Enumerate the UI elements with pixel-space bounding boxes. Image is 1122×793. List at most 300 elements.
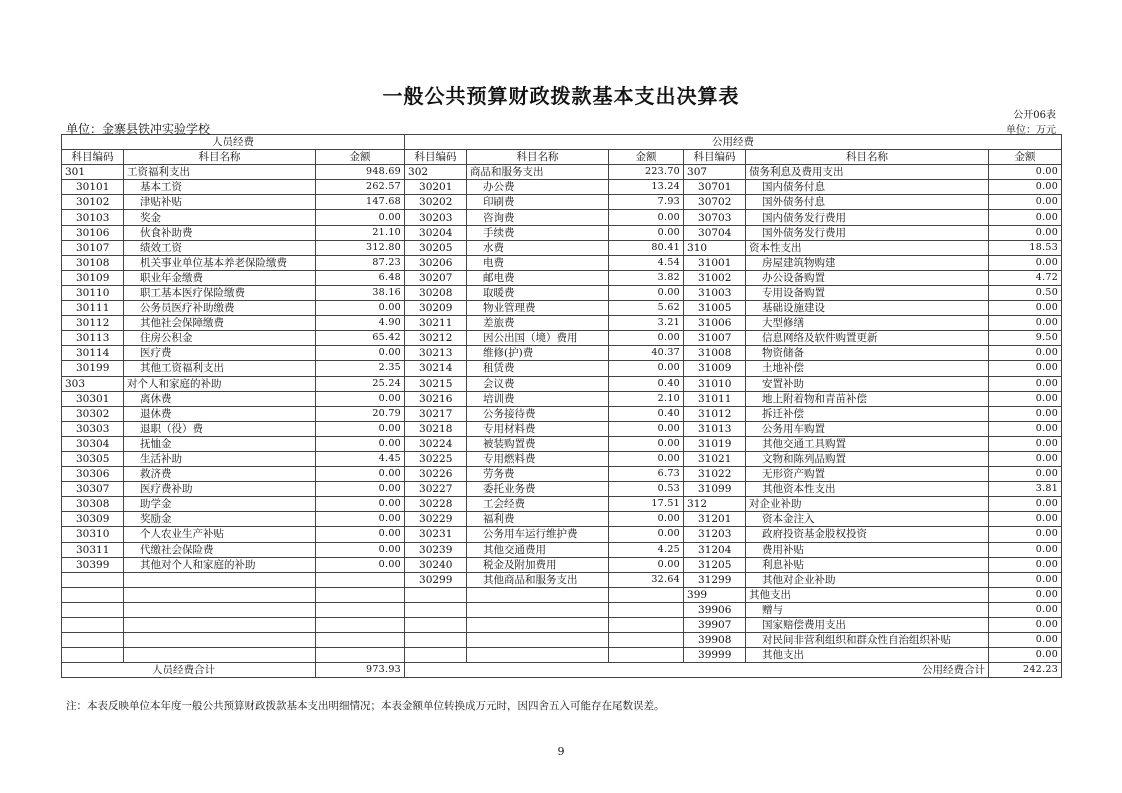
personnel-code-cell: 30101: [62, 180, 124, 195]
personnel-code-cell: 30199: [62, 361, 124, 376]
col-header-name: 科目名称: [124, 150, 316, 165]
personnel-amount-cell: [316, 587, 405, 602]
public-b-amount-cell: 0.00: [989, 301, 1062, 316]
public-a-code-cell: 30228: [405, 497, 467, 512]
public-b-amount-cell: 0.00: [989, 633, 1062, 648]
public-a-code-cell: 30224: [405, 436, 467, 451]
public-b-name-cell: 安置补助: [746, 376, 989, 391]
public-b-code-cell: 31021: [684, 451, 746, 466]
public-a-code-cell: 30211: [405, 316, 467, 331]
public-b-name-cell: 资本金注入: [746, 512, 989, 527]
public-b-amount-cell: 0.00: [989, 527, 1062, 542]
public-b-name-cell: 公务用车购置: [746, 421, 989, 436]
public-a-amount-cell: 0.00: [609, 361, 684, 376]
personnel-amount-cell: 312.80: [316, 240, 405, 255]
public-a-amount-cell: 4.54: [609, 255, 684, 270]
public-b-code-cell: 31099: [684, 482, 746, 497]
public-a-name-cell: 专用材料费: [467, 421, 609, 436]
public-b-name-cell: 物资储备: [746, 346, 989, 361]
public-a-amount-cell: 4.25: [609, 542, 684, 557]
public-b-code-cell: 31203: [684, 527, 746, 542]
personnel-code-cell: 30114: [62, 346, 124, 361]
personnel-amount-cell: 87.23: [316, 255, 405, 270]
public-b-code-cell: 39999: [684, 648, 746, 663]
table-row: [62, 467, 1062, 482]
personnel-group-header: 人员经费: [62, 135, 405, 150]
table-row: [62, 406, 1062, 421]
public-a-name-cell: 咨询费: [467, 210, 609, 225]
personnel-name-cell: 退职（役）费: [124, 421, 316, 436]
personnel-name-cell: 医疗费: [124, 346, 316, 361]
personnel-amount-cell: 0.00: [316, 497, 405, 512]
public-a-amount-cell: 6.73: [609, 467, 684, 482]
table-row: [62, 587, 1062, 602]
public-b-amount-cell: 0.00: [989, 602, 1062, 617]
personnel-code-cell: 30304: [62, 436, 124, 451]
personnel-code-cell: 30310: [62, 527, 124, 542]
personnel-name-cell: 伙食补助费: [124, 225, 316, 240]
public-a-name-cell: 办公费: [467, 180, 609, 195]
personnel-name-cell: 退休费: [124, 406, 316, 421]
table-row: [62, 376, 1062, 391]
public-a-name-cell: 租赁费: [467, 361, 609, 376]
public-b-amount-cell: 4.72: [989, 270, 1062, 285]
public-b-code-cell: 30703: [684, 210, 746, 225]
table-row: [62, 391, 1062, 406]
public-b-name-cell: 房屋建筑物购建: [746, 255, 989, 270]
public-total-label: 公用经费合计: [405, 663, 989, 678]
public-a-code-cell: 30216: [405, 391, 467, 406]
public-b-name-cell: 办公设备购置: [746, 270, 989, 285]
public-a-code-cell: 30299: [405, 572, 467, 587]
personnel-name-cell: 个人农业生产补贴: [124, 527, 316, 542]
personnel-code-cell: 30109: [62, 270, 124, 285]
col-header-code: 科目编码: [684, 150, 746, 165]
personnel-code-cell: 30307: [62, 482, 124, 497]
table-row: [62, 195, 1062, 210]
table-row: [62, 527, 1062, 542]
group-header-row: [62, 135, 1062, 150]
personnel-amount-cell: 0.00: [316, 301, 405, 316]
public-a-name-cell: [467, 633, 609, 648]
expenditure-table: [61, 134, 1062, 678]
public-b-amount-cell: 0.00: [989, 497, 1062, 512]
personnel-code-cell: [62, 572, 124, 587]
personnel-amount-cell: 0.00: [316, 346, 405, 361]
public-b-code-cell: 31019: [684, 436, 746, 451]
public-a-code-cell: 30206: [405, 255, 467, 270]
public-a-code-cell: 30239: [405, 542, 467, 557]
public-b-code-cell: 31299: [684, 572, 746, 587]
public-a-amount-cell: 0.00: [609, 421, 684, 436]
personnel-name-cell: 其他工资福利支出: [124, 361, 316, 376]
personnel-name-cell: 救济费: [124, 467, 316, 482]
public-b-name-cell: 专用设备购置: [746, 285, 989, 300]
public-a-code-cell: [405, 587, 467, 602]
public-b-code-cell: 39908: [684, 633, 746, 648]
personnel-name-cell: 公务员医疗补助缴费: [124, 301, 316, 316]
public-a-code-cell: 30204: [405, 225, 467, 240]
public-b-amount-cell: 18.53: [989, 240, 1062, 255]
table-row: [62, 255, 1062, 270]
public-b-name-cell: 利息补贴: [746, 557, 989, 572]
personnel-amount-cell: 6.48: [316, 270, 405, 285]
personnel-name-cell: 职工基本医疗保险缴费: [124, 285, 316, 300]
public-b-name-cell: 拆迁补偿: [746, 406, 989, 421]
form-number: 公开06表: [1013, 110, 1056, 121]
personnel-name-cell: 机关事业单位基本养老保险缴费: [124, 255, 316, 270]
public-a-name-cell: 福利费: [467, 512, 609, 527]
personnel-amount-cell: [316, 648, 405, 663]
public-b-amount-cell: 0.00: [989, 361, 1062, 376]
public-b-name-cell: 土地补偿: [746, 361, 989, 376]
public-a-code-cell: 30227: [405, 482, 467, 497]
public-b-amount-cell: 0.00: [989, 542, 1062, 557]
personnel-amount-cell: 4.90: [316, 316, 405, 331]
personnel-name-cell: [124, 618, 316, 633]
public-a-code-cell: 30207: [405, 270, 467, 285]
personnel-name-cell: [124, 648, 316, 663]
personnel-code-cell: [62, 618, 124, 633]
table-row: [62, 301, 1062, 316]
public-a-amount-cell: 2.10: [609, 391, 684, 406]
public-a-name-cell: 物业管理费: [467, 301, 609, 316]
column-header-row: [62, 150, 1062, 165]
public-a-code-cell: 30240: [405, 557, 467, 572]
public-b-amount-cell: 0.00: [989, 165, 1062, 180]
col-header-code: 科目编码: [405, 150, 467, 165]
table-row: [62, 436, 1062, 451]
public-a-amount-cell: 0.00: [609, 436, 684, 451]
table-row: [62, 210, 1062, 225]
table-row: [62, 240, 1062, 255]
public-b-code-cell: 399: [684, 587, 746, 602]
personnel-total-label: 人员经费合计: [62, 663, 316, 678]
col-header-amount: 金额: [609, 150, 684, 165]
public-b-code-cell: 31009: [684, 361, 746, 376]
personnel-name-cell: 抚恤金: [124, 436, 316, 451]
public-b-name-cell: 国外债务付息: [746, 195, 989, 210]
public-a-code-cell: 30208: [405, 285, 467, 300]
public-a-code-cell: 30209: [405, 301, 467, 316]
public-b-code-cell: 31201: [684, 512, 746, 527]
unit-money: 单位：万元: [1006, 125, 1056, 136]
personnel-amount-cell: 0.00: [316, 527, 405, 542]
personnel-amount-cell: 0.00: [316, 421, 405, 436]
public-a-name-cell: 公务接待费: [467, 406, 609, 421]
personnel-name-cell: 助学金: [124, 497, 316, 512]
table-row: [62, 618, 1062, 633]
public-b-code-cell: 31003: [684, 285, 746, 300]
public-b-code-cell: 31002: [684, 270, 746, 285]
public-a-code-cell: 30217: [405, 406, 467, 421]
public-a-amount-cell: [609, 648, 684, 663]
public-a-code-cell: 30215: [405, 376, 467, 391]
table-row: [62, 497, 1062, 512]
public-a-name-cell: 其他交通费用: [467, 542, 609, 557]
public-a-code-cell: 30218: [405, 421, 467, 436]
table-row: [62, 165, 1062, 180]
personnel-amount-cell: 25.24: [316, 376, 405, 391]
personnel-name-cell: 绩效工资: [124, 240, 316, 255]
personnel-amount-cell: 20.79: [316, 406, 405, 421]
personnel-name-cell: 其他对个人和家庭的补助: [124, 557, 316, 572]
public-b-code-cell: 312: [684, 497, 746, 512]
public-b-name-cell: 文物和陈列品购置: [746, 451, 989, 466]
personnel-amount-cell: 0.00: [316, 210, 405, 225]
public-a-code-cell: [405, 602, 467, 617]
public-b-name-cell: 资本性支出: [746, 240, 989, 255]
personnel-name-cell: [124, 633, 316, 648]
public-b-amount-cell: 0.00: [989, 451, 1062, 466]
personnel-code-cell: 30112: [62, 316, 124, 331]
public-b-amount-cell: 0.00: [989, 391, 1062, 406]
public-a-name-cell: [467, 618, 609, 633]
public-b-code-cell: 30701: [684, 180, 746, 195]
public-a-amount-cell: [609, 602, 684, 617]
public-b-amount-cell: 0.00: [989, 467, 1062, 482]
public-b-name-cell: 国外债务发行费用: [746, 225, 989, 240]
public-a-name-cell: 电费: [467, 255, 609, 270]
personnel-code-cell: 30108: [62, 255, 124, 270]
public-b-amount-cell: 0.00: [989, 436, 1062, 451]
table-row: [62, 572, 1062, 587]
public-a-code-cell: 30213: [405, 346, 467, 361]
personnel-code-cell: [62, 633, 124, 648]
public-a-name-cell: 工会经费: [467, 497, 609, 512]
personnel-name-cell: 工资福利支出: [124, 165, 316, 180]
public-b-amount-cell: 0.00: [989, 195, 1062, 210]
public-a-name-cell: 商品和服务支出: [467, 165, 609, 180]
public-b-amount-cell: 0.50: [989, 285, 1062, 300]
public-b-name-cell: 国家赔偿费用支出: [746, 618, 989, 633]
personnel-amount-cell: [316, 602, 405, 617]
public-a-code-cell: 30202: [405, 195, 467, 210]
personnel-amount-cell: 21.10: [316, 225, 405, 240]
table-row: [62, 648, 1062, 663]
personnel-amount-cell: 262.57: [316, 180, 405, 195]
personnel-amount-cell: 0.00: [316, 512, 405, 527]
personnel-name-cell: 其他社会保障缴费: [124, 316, 316, 331]
public-a-amount-cell: 3.82: [609, 270, 684, 285]
public-b-name-cell: 地上附着物和青苗补偿: [746, 391, 989, 406]
personnel-code-cell: 30111: [62, 301, 124, 316]
public-a-code-cell: 30205: [405, 240, 467, 255]
personnel-name-cell: 津贴补贴: [124, 195, 316, 210]
footnote: 注：本表反映单位本年度一般公共预算财政拨款基本支出明细情况；本表金额单位转换成万元时，因四舍五入可能存在尾数误差。: [66, 700, 665, 712]
personnel-name-cell: 代缴社会保险费: [124, 542, 316, 557]
public-b-code-cell: 30704: [684, 225, 746, 240]
public-a-code-cell: 30231: [405, 527, 467, 542]
public-b-name-cell: 基础设施建设: [746, 301, 989, 316]
personnel-code-cell: 30305: [62, 451, 124, 466]
public-b-amount-cell: 0.00: [989, 587, 1062, 602]
personnel-name-cell: [124, 572, 316, 587]
page-number: 9: [557, 745, 565, 758]
table-row: [62, 270, 1062, 285]
table-body: [62, 165, 1062, 663]
col-header-name: 科目名称: [467, 150, 609, 165]
public-b-name-cell: 政府投资基金股权投资: [746, 527, 989, 542]
public-a-amount-cell: [609, 633, 684, 648]
public-a-code-cell: [405, 618, 467, 633]
personnel-code-cell: 30311: [62, 542, 124, 557]
public-b-code-cell: 31205: [684, 557, 746, 572]
public-b-name-cell: 信息网络及软件购置更新: [746, 331, 989, 346]
personnel-amount-cell: 0.00: [316, 391, 405, 406]
public-a-name-cell: 税金及附加费用: [467, 557, 609, 572]
personnel-name-cell: 医疗费补助: [124, 482, 316, 497]
public-b-amount-cell: 0.00: [989, 225, 1062, 240]
public-b-code-cell: 31022: [684, 467, 746, 482]
public-a-amount-cell: 0.00: [609, 527, 684, 542]
public-b-amount-cell: 0.00: [989, 346, 1062, 361]
public-a-name-cell: 印刷费: [467, 195, 609, 210]
public-b-name-cell: 费用补贴: [746, 542, 989, 557]
table-row: [62, 316, 1062, 331]
personnel-code-cell: [62, 648, 124, 663]
personnel-code-cell: 30107: [62, 240, 124, 255]
personnel-name-cell: 对个人和家庭的补助: [124, 376, 316, 391]
personnel-amount-cell: 0.00: [316, 436, 405, 451]
personnel-name-cell: 生活补助: [124, 451, 316, 466]
public-a-amount-cell: 0.00: [609, 331, 684, 346]
table-row: [62, 512, 1062, 527]
public-a-amount-cell: 5.62: [609, 301, 684, 316]
personnel-name-cell: 奖金: [124, 210, 316, 225]
public-b-name-cell: 其他资本性支出: [746, 482, 989, 497]
public-a-amount-cell: 32.64: [609, 572, 684, 587]
public-b-code-cell: 31204: [684, 542, 746, 557]
personnel-amount-cell: 0.00: [316, 482, 405, 497]
public-b-amount-cell: 0.00: [989, 406, 1062, 421]
public-a-amount-cell: 17.51: [609, 497, 684, 512]
personnel-code-cell: 30302: [62, 406, 124, 421]
col-header-amount: 金额: [989, 150, 1062, 165]
personnel-code-cell: 30110: [62, 285, 124, 300]
public-a-amount-cell: 0.53: [609, 482, 684, 497]
personnel-amount-cell: 65.42: [316, 331, 405, 346]
public-b-code-cell: 31011: [684, 391, 746, 406]
public-a-name-cell: 因公出国（境）费用: [467, 331, 609, 346]
table-row: [62, 482, 1062, 497]
page-title: 一般公共预算财政拨款基本支出决算表: [382, 84, 740, 108]
public-b-code-cell: 30702: [684, 195, 746, 210]
public-a-amount-cell: 0.00: [609, 210, 684, 225]
public-b-name-cell: 国内债务付息: [746, 180, 989, 195]
public-a-code-cell: 30229: [405, 512, 467, 527]
personnel-code-cell: 30303: [62, 421, 124, 436]
public-a-name-cell: [467, 587, 609, 602]
public-b-amount-cell: 0.00: [989, 376, 1062, 391]
public-a-code-cell: 30212: [405, 331, 467, 346]
public-b-code-cell: 31006: [684, 316, 746, 331]
public-b-code-cell: 31007: [684, 331, 746, 346]
col-header-name: 科目名称: [746, 150, 989, 165]
table-row: [62, 331, 1062, 346]
public-b-code-cell: 31013: [684, 421, 746, 436]
public-a-name-cell: 邮电费: [467, 270, 609, 285]
public-a-amount-cell: 0.00: [609, 557, 684, 572]
personnel-code-cell: 30301: [62, 391, 124, 406]
table-row: [62, 602, 1062, 617]
public-a-code-cell: [405, 648, 467, 663]
public-group-header: 公用经费: [405, 135, 1062, 150]
public-b-name-cell: 其他支出: [746, 648, 989, 663]
personnel-code-cell: 30106: [62, 225, 124, 240]
public-a-amount-cell: 223.70: [609, 165, 684, 180]
public-b-amount-cell: 9.50: [989, 331, 1062, 346]
public-b-amount-cell: 0.00: [989, 572, 1062, 587]
public-b-code-cell: 31008: [684, 346, 746, 361]
public-a-name-cell: 劳务费: [467, 467, 609, 482]
personnel-amount-cell: [316, 572, 405, 587]
public-a-amount-cell: 40.37: [609, 346, 684, 361]
public-b-code-cell: 310: [684, 240, 746, 255]
public-b-name-cell: 无形资产购置: [746, 467, 989, 482]
public-b-code-cell: 31010: [684, 376, 746, 391]
col-header-amount: 金额: [316, 150, 405, 165]
table-row: [62, 225, 1062, 240]
public-a-code-cell: 30203: [405, 210, 467, 225]
public-a-amount-cell: [609, 618, 684, 633]
table-row: [62, 542, 1062, 557]
personnel-amount-cell: 38.16: [316, 285, 405, 300]
public-b-amount-cell: 0.00: [989, 618, 1062, 633]
col-header-code: 科目编码: [62, 150, 124, 165]
personnel-code-cell: [62, 602, 124, 617]
public-a-name-cell: 被装购置费: [467, 436, 609, 451]
public-a-name-cell: [467, 602, 609, 617]
personnel-total-amount: 973.93: [316, 663, 405, 678]
public-a-name-cell: 公务用车运行维护费: [467, 527, 609, 542]
public-b-name-cell: 国内债务发行费用: [746, 210, 989, 225]
public-total-amount: 242.23: [989, 663, 1062, 678]
public-a-name-cell: 委托业务费: [467, 482, 609, 497]
personnel-name-cell: 奖励金: [124, 512, 316, 527]
public-a-amount-cell: 0.00: [609, 512, 684, 527]
public-a-amount-cell: 0.00: [609, 285, 684, 300]
public-b-amount-cell: 0.00: [989, 512, 1062, 527]
public-b-code-cell: 31001: [684, 255, 746, 270]
public-b-amount-cell: 0.00: [989, 255, 1062, 270]
table-row: [62, 633, 1062, 648]
public-b-amount-cell: 0.00: [989, 316, 1062, 331]
public-b-amount-cell: 3.81: [989, 482, 1062, 497]
public-b-code-cell: 39906: [684, 602, 746, 617]
public-b-name-cell: 赠与: [746, 602, 989, 617]
public-b-name-cell: 对民间非营利组织和群众性自治组织补贴: [746, 633, 989, 648]
public-b-code-cell: 31012: [684, 406, 746, 421]
table-row: [62, 421, 1062, 436]
public-a-name-cell: 培训费: [467, 391, 609, 406]
personnel-amount-cell: [316, 618, 405, 633]
public-b-name-cell: 大型修缮: [746, 316, 989, 331]
personnel-amount-cell: 948.69: [316, 165, 405, 180]
public-b-name-cell: 其他交通工具购置: [746, 436, 989, 451]
personnel-code-cell: 30103: [62, 210, 124, 225]
personnel-code-cell: 30309: [62, 512, 124, 527]
public-a-amount-cell: 3.21: [609, 316, 684, 331]
public-b-amount-cell: 0.00: [989, 421, 1062, 436]
public-b-name-cell: 其他对企业补助: [746, 572, 989, 587]
personnel-code-cell: [62, 587, 124, 602]
personnel-amount-cell: 4.45: [316, 451, 405, 466]
public-a-amount-cell: 0.40: [609, 376, 684, 391]
public-b-code-cell: 39907: [684, 618, 746, 633]
public-a-amount-cell: [609, 587, 684, 602]
table-row: [62, 346, 1062, 361]
